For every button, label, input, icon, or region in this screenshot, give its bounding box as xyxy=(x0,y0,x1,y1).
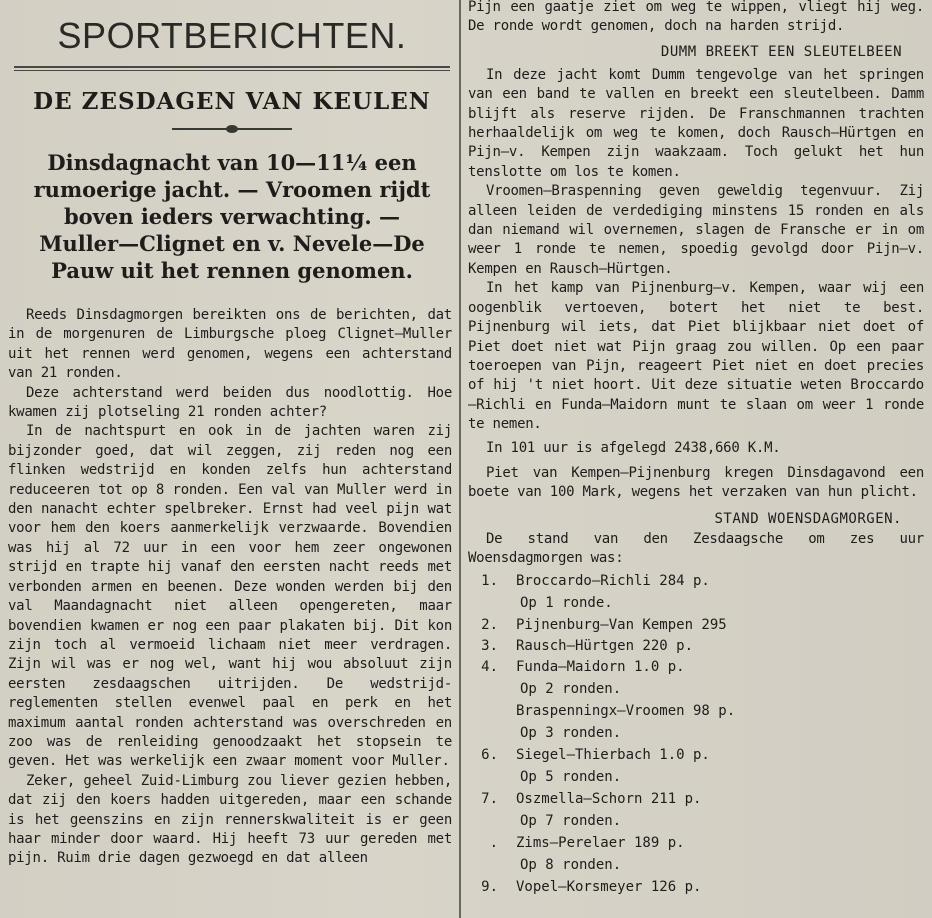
right-body xyxy=(468,66,924,503)
team: Broccardo—Richli 284 p. xyxy=(516,572,710,589)
team: Rausch—Hürtgen 220 p. xyxy=(516,637,694,654)
standing-row xyxy=(468,789,924,810)
paragraph: Zeker, geheel Zuid-Limburg zou liever gezien hebben, dat zij den koers hadden uitgereden, maar een schande is het geenszins en zijn rennerskwaliteit is er geen haar minder door waard. Hij heeft 73 uur gereden met pijn. Ruim drie dagen gezwoegd en dat alleen xyxy=(8,772,452,867)
team: Vopel—Korsmeyer 126 p. xyxy=(516,878,702,895)
section-masthead: SPORTBERICHTEN. xyxy=(57,15,407,56)
left-body xyxy=(8,306,456,869)
paragraph: In de nachtspurt en ook in de jachten waren zij bijzonder goed, dat wil zeggen, zij reden nog een flinken wedstrijd en konden zelfs hun achterstand reduceeren tot op 8 ronden. Een val van Muller werd in den nanacht echter spelbreker. Ernst had veel pijn wat voor hem den koers aanmerkelijk verzwaarde. Bovendien was hij al 72 uur in een voor hem zeer ongewonen strijd en trapte hij vanaf den eersten nacht reeds met verbonden armen en beenen. Deze wonden werden bij den val Maandagnacht niet alleen opengereten, maar bovendien kwamen er nog een paar plakaten bij. Dit kon zijn toch al vermoeid lichaam niet meer verdragen. Zijn wil was er nog wel, want hij wou absoluut zijn eersten zesdaagschen uitrijden. De wedstrijd-reglementen stellen evenwel paal en perk en het maximum aantal ronden achterstand was overschreden en zoo was de renleiding genoodzaakt het stopsein te geven. Het was werkelijk een zwaar moment voor Muller. xyxy=(8,423,452,770)
team: Braspenningx—Vroomen 98 p. xyxy=(516,702,736,719)
article-headline: DE ZESDAGEN VAN KEULEN xyxy=(33,88,431,115)
standing-row xyxy=(468,636,924,657)
paragraph: In het kamp van Pijnenburg—v. Kempen, waar wij een oogenblik vertoeven, botert het niet te best. Pijnenburg wil iets, dat Piet blijkbaar niet doet of Piet doet niet wat Pijn graag zou willen. Op een paar toeroepen van Pijn, reageert Piet niet en doet precies of hij 't niet hoort. Uit deze situatie weten Broccardo—Richli en Funda—Maidorn munt te slaan om weer 1 ronde te nemen. xyxy=(468,280,924,433)
rank: 6. xyxy=(481,746,498,763)
rank: 1. xyxy=(481,572,498,589)
ornament-dot xyxy=(226,125,238,133)
masthead-rule xyxy=(14,66,450,71)
paragraph: Deze achterstand werd beiden dus noodlottig. Hoe kwamen zij plotseling 21 ronden achter? xyxy=(8,384,452,421)
section-head-dumm: DUMM BREEKT EEN SLEUTELBEEN xyxy=(660,43,902,60)
right-body-top xyxy=(468,0,924,37)
standing-row xyxy=(468,745,924,766)
standing-row xyxy=(468,615,924,636)
paragraph: In 101 uur is afgelegd 2438,660 K.M. xyxy=(486,439,781,456)
rank: 9. xyxy=(481,878,498,895)
paragraph: In deze jacht komt Dumm tengevolge van het springen van een band te vallen en breekt een sleutelbeen. Damm blijft als reserve rijden. De Franschmannen trachten herhaaldelijk om weg te komen, doch Rausch—Hürtgen en Pijn—v. Kempen zijn waakzaam. Toch gelukt het hun tenslotte om los te komen. xyxy=(468,66,924,180)
team: Funda—Maidorn 1.0 p. xyxy=(516,658,685,675)
standings-list xyxy=(468,571,924,898)
team: Pijnenburg—Van Kempen 295 xyxy=(516,616,727,633)
lap-note: Op 1 ronde. xyxy=(520,594,613,611)
ornament-divider xyxy=(172,123,292,135)
rank: 7. xyxy=(481,790,498,807)
standing-row xyxy=(468,657,924,678)
team: Zims—Perelaer 189 p. xyxy=(516,834,685,851)
lap-note: Op 7 ronden. xyxy=(520,812,622,829)
lap-note: Op 2 ronden. xyxy=(520,680,622,697)
right-column xyxy=(468,0,924,898)
column-divider xyxy=(459,0,461,918)
standing-row xyxy=(468,877,924,898)
lap-note: Op 3 ronden. xyxy=(520,724,622,741)
standing-row xyxy=(468,701,924,722)
rank: 2. xyxy=(481,616,498,633)
article-subhead: Dinsdagnacht van 10—11¼ een rumoerige jacht. — Vroomen rijdt boven ieders verwachting. — Muller—Clignet en v. Nevele—De Pauw uit het rennen genomen. xyxy=(33,150,431,283)
rank: 3. xyxy=(481,637,498,654)
team: Siegel—Thierbach 1.0 p. xyxy=(516,746,710,763)
standing-row xyxy=(468,571,924,592)
team: Oszmella—Schorn 211 p. xyxy=(516,790,702,807)
rank: 4. xyxy=(481,658,498,675)
paragraph: Piet van Kempen—Pijnenburg kregen Dinsdagavond een boete van 100 Mark, wegens het verzaken van hun plicht. xyxy=(468,464,924,501)
paragraph: Pijn een gaatje ziet om weg te wippen, vliegt hij weg. De ronde wordt genomen, doch na harden strijd. xyxy=(468,0,924,35)
stand-intro xyxy=(468,530,924,569)
left-column xyxy=(8,0,456,869)
lap-note: Op 8 ronden. xyxy=(520,856,622,873)
paragraph: De stand van den Zesdaagsche om zes uur Woensdagmorgen was: xyxy=(468,530,924,567)
rank: . xyxy=(489,834,498,851)
paragraph: Reeds Dinsdagmorgen bereikten ons de berichten, dat in de morgenuren de Limburgsche ploeg Clignet—Muller uit het rennen werd genomen, wegens een achterstand van 21 ronden. xyxy=(8,307,452,382)
lap-note: Op 5 ronden. xyxy=(520,768,622,785)
standing-row xyxy=(468,833,924,854)
section-head-stand: STAND WOENSDAGMORGEN. xyxy=(714,510,902,527)
paragraph: Vroomen—Braspenning geven geweldig tegenvuur. Zij alleen leiden de verdediging minstens 15 ronden en als dan niemand wil overnemen, slagen de Fransche er in om weer 1 ronde te nemen, spoedig gevolgd door Pijn—v. Kempen en Rausch—Hürtgen. xyxy=(468,183,924,277)
